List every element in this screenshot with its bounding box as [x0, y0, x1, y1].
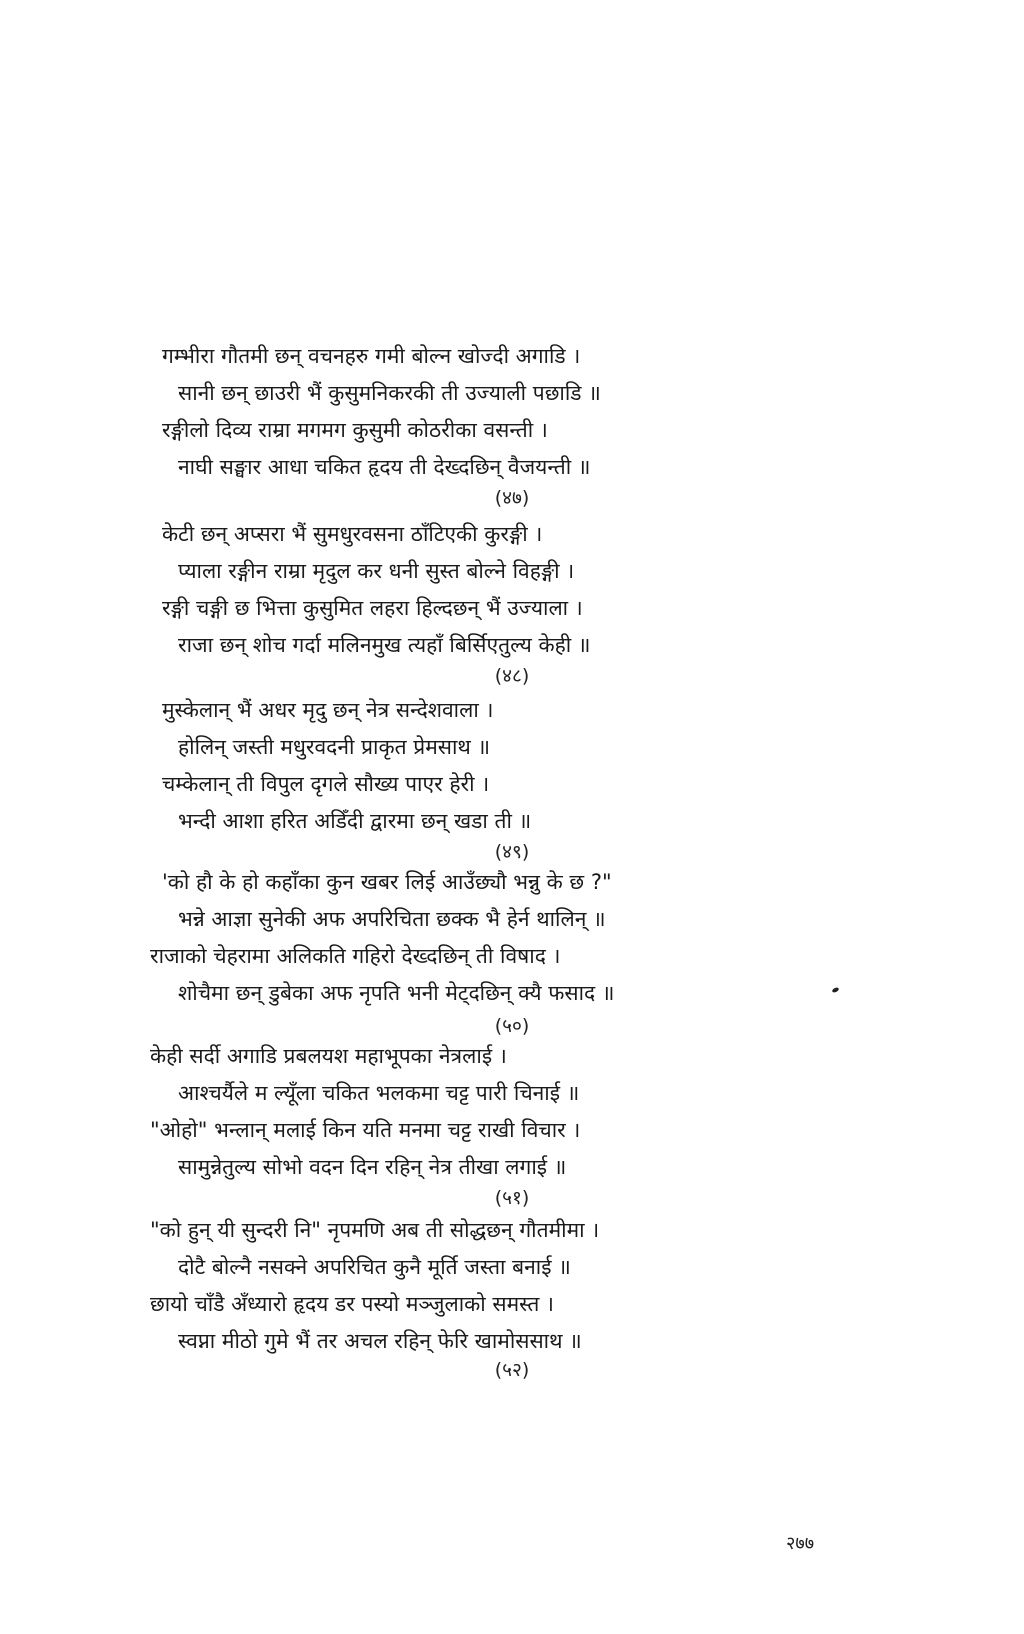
- stanza-49: [150, 692, 770, 840]
- verse-line: सानी छन् छाउरी भैं कुसुमनिकरकी ती उज्याली पछाडि ॥: [178, 381, 601, 405]
- verse-line: आश्चर्यैले म ल्यूँला चकित भलकमा चट्ट पारी चिनाई ॥: [178, 1081, 580, 1105]
- verse-line: गम्भीरा गौतमी छन् वचनहरु गमी बोल्न खोज्दी अगाडि ।: [162, 344, 581, 368]
- verse-line: राजाको चेहरामा अलिकति गहिरो देख्दछिन् ती विषाद ।: [150, 944, 561, 968]
- verse-number: (५०): [494, 1015, 530, 1037]
- verse-line: सामुन्नेतुल्य सोभो वदन दिन रहिन् नेत्र तीखा लगाई ॥: [178, 1155, 567, 1179]
- verse-line: भन्दी आशा हरित अडिँदी द्वारमा छन् खडा ती ॥: [178, 809, 532, 833]
- verse-line: होलिन् जस्ती मधुरवदनी प्राकृत प्रेमसाथ ॥: [178, 735, 491, 759]
- stanza-47: [150, 338, 770, 486]
- verse-line: छायो चाँडै अँध्यारो हृदय डर पस्यो मञ्जुलाको समस्त ।: [150, 1292, 554, 1316]
- verse-line: शोचैमा छन् डुबेका अफ नृपति भनी मेट्दछिन् क्यै फसाद ॥: [178, 981, 615, 1005]
- verse-line: चम्केलान् ती विपुल दृगले सौख्य पाएर हेरी ।: [162, 772, 490, 796]
- verse-line: "ओहो" भन्लान् मलाई किन यति मनमा चट्ट राखी विचार ।: [150, 1118, 581, 1142]
- verse-line: नाघी सङ्घार आधा चकित हृदय ती देख्दछिन् वैजयन्ती ॥: [178, 455, 591, 479]
- verse-line: "को हुन् यी सुन्दरी नि" नृपमणि अब ती सोद्धछन् गौतमीमा ।: [150, 1218, 600, 1242]
- stanza-50: [150, 864, 770, 1012]
- verse-line: राजा छन् शोच गर्दा मलिनमुख त्यहाँ बिर्सिएतुल्य केही ॥: [178, 633, 591, 657]
- verse-line: दोटै बोल्नै नसक्ने अपरिचित कुनै मूर्ति जस्ता बनाई ॥: [178, 1255, 571, 1279]
- verse-line: रङ्गीलो दिव्य राम्रा मगमग कुसुमी कोठरीका वसन्ती ।: [162, 418, 548, 442]
- verse-number: (५१): [494, 1187, 530, 1209]
- verse-line: भन्ने आज्ञा सुनेकी अफ अपरिचिता छक्क भै हेर्न थालिन् ॥: [178, 907, 606, 931]
- stanza-51: [150, 1038, 770, 1186]
- verse-line: स्वप्ना मीठो गुमे भैं तर अचल रहिन् फेरि खामोससाथ ॥: [178, 1329, 582, 1353]
- verse-line: केही सर्दी अगाडि प्रबलयश महाभूपका नेत्रलाई ।: [150, 1044, 507, 1068]
- verse-line: रङ्गी चङ्गी छ भित्ता कुसुमित लहरा हिल्दछन् भैं उज्याला ।: [162, 596, 583, 620]
- verse-number: (४८): [494, 665, 530, 687]
- verse-number: (४९): [494, 841, 530, 863]
- page-number: २७७: [786, 1533, 815, 1554]
- stanza-52: [150, 1212, 770, 1360]
- verse-number: (५२): [494, 1359, 530, 1381]
- verse-line: मुस्केलान् भैं अधर मृदु छन् नेत्र सन्देशवाला ।: [162, 698, 494, 722]
- verse-number: (४७): [494, 487, 530, 509]
- ink-speck: [831, 987, 839, 994]
- verse-line: केटी छन् अप्सरा भैं सुमधुरवसना ठाँटिएकी कुरङ्गी ।: [162, 522, 543, 546]
- stanza-48: [150, 516, 770, 664]
- verse-line: 'को हौ के हो कहाँका कुन खबर लिई आउँछ्यौ भन्नु के छ ?": [162, 870, 612, 894]
- verse-line: प्याला रङ्गीन राम्रा मृदुल कर धनी सुस्त बोल्ने विहङ्गी ।: [178, 559, 575, 583]
